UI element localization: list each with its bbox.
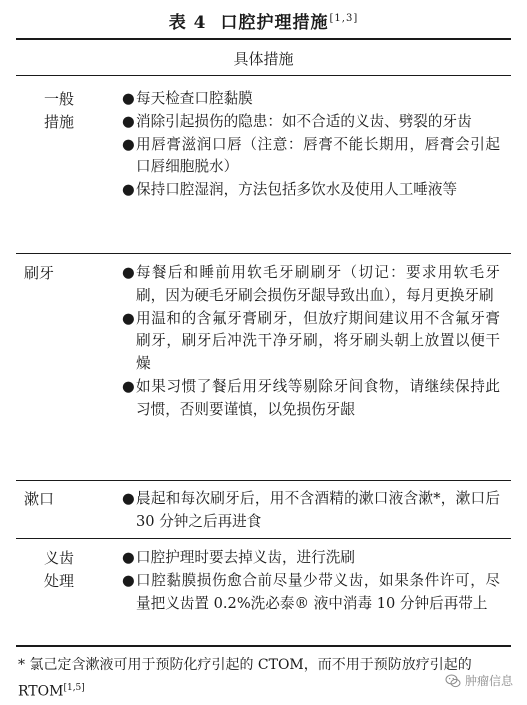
bullet-icon: ● bbox=[122, 264, 135, 281]
list-item: ● 用唇膏滋润口唇（注意：唇膏不能长期用，唇膏会引起口唇细胞脱水） bbox=[122, 135, 500, 176]
section-label-general: 一般 措施 bbox=[43, 90, 74, 131]
title-citation: [1,3] bbox=[329, 13, 359, 25]
section-divider bbox=[16, 538, 511, 539]
section-divider bbox=[16, 480, 511, 481]
list-item: ● 每餐后和睡前用软毛牙刷刷牙（切记：要求用软毛牙刷，因为硬毛牙刷会损伤牙龈导致出血），每月更换牙刷 bbox=[122, 264, 500, 304]
bullet-icon: ● bbox=[122, 549, 135, 566]
table-title bbox=[0, 8, 527, 33]
watermark bbox=[445, 672, 513, 689]
section-items-brushing bbox=[120, 262, 500, 422]
top-rule bbox=[16, 38, 511, 40]
bottom-rule bbox=[16, 645, 511, 647]
section-items-rinse bbox=[120, 488, 500, 534]
section-label-brushing: 刷牙 bbox=[24, 264, 55, 282]
table-caption: 口腔护理措施 bbox=[220, 13, 329, 33]
bullet-icon: ● bbox=[122, 309, 135, 327]
list-item: ● 晨起和每次刷牙后，用不含酒精的漱口液含漱*，漱口后 30 分钟之后再进食 bbox=[122, 490, 500, 530]
bullet-icon: ● bbox=[122, 135, 135, 153]
section-divider bbox=[16, 253, 511, 254]
section-label-denture: 义齿 处理 bbox=[43, 549, 74, 590]
list-item: ● 用温和的含氟牙膏刷牙，但放疗期间建议用不含氟牙膏刷牙，刷牙后冲洗干净牙刷，将牙刷头朝上放置以便干燥 bbox=[122, 309, 500, 373]
section-items-denture bbox=[120, 547, 500, 615]
bullet-icon: ● bbox=[122, 90, 135, 107]
bullet-icon: ● bbox=[122, 571, 135, 589]
list-item: ● 如果习惯了餐后用牙线等剔除牙间食物，请继续保持此习惯，否则要谨慎，以免损伤牙龈 bbox=[122, 377, 500, 418]
table-number: 表 4 bbox=[168, 13, 207, 33]
bullet-icon: ● bbox=[122, 377, 135, 395]
list-item: ● 口腔护理时要去掉义齿，进行洗刷 bbox=[120, 547, 500, 570]
watermark-text: 肿瘤信息 bbox=[464, 674, 513, 688]
list-item: ● 口腔黏膜损伤愈合前尽量少带义齿，如果条件许可，尽量把义齿置 0.2%洗必泰® 液中消毒 10 分钟后再带上 bbox=[122, 571, 500, 612]
bullet-icon: ● bbox=[122, 112, 135, 130]
list-item: ● 保持口腔湿润，方法包括多饮水及使用人工唾液等 bbox=[120, 179, 500, 202]
list-item: ● 每天检查口腔黏膜 bbox=[120, 88, 500, 111]
bullet-icon: ● bbox=[122, 181, 135, 199]
wechat-icon bbox=[445, 673, 461, 689]
footnote-text: * 氯己定含漱液可用于预防化疗引起的 CTOM，而不用于预防放疗引起的 RTOM bbox=[18, 657, 472, 700]
section-label-rinse: 漱口 bbox=[24, 490, 55, 508]
header-rule bbox=[16, 75, 511, 76]
bullet-icon: ● bbox=[122, 490, 135, 507]
list-item: ● 消除引起损伤的隐患：如不合适的义齿、劈裂的牙齿 bbox=[120, 111, 500, 134]
table-footnote bbox=[18, 654, 508, 704]
footnote-citation: [1,5] bbox=[63, 683, 85, 693]
column-header: 具体措施 bbox=[233, 50, 294, 68]
section-items-general bbox=[120, 88, 500, 202]
